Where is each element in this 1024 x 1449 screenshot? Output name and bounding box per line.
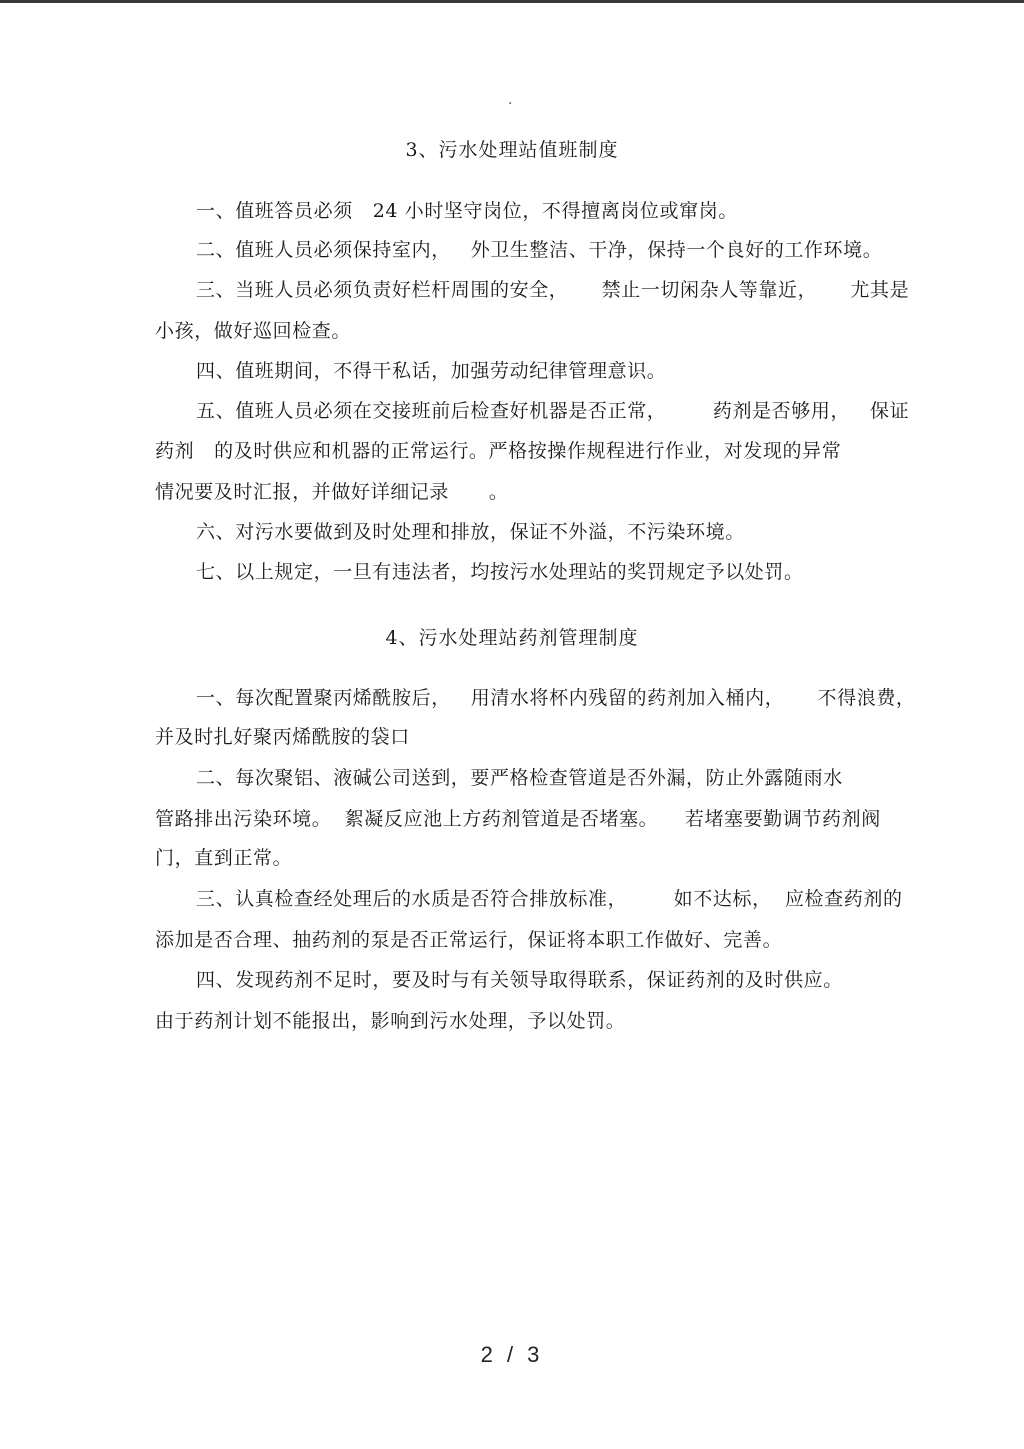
section-4-line-3: 二、每次聚铝、液碱公司送到，要严格检查管道是否外漏，防止外露随雨水 xyxy=(196,767,843,789)
section-4-line-1: 一、每次配置聚丙烯酰胺后， 用清水将杯内残留的药剂加入桶内， 不得浪费， xyxy=(196,687,916,709)
top-border-rule xyxy=(0,0,1024,3)
section-4-line-6: 三、认真检查经处理后的水质是否符合排放标准， 如不达标， 应检查药剂的 xyxy=(196,888,903,910)
section-3-line-1: 一、值班答员必须 24 小时坚守岗位，不得擅离岗位或窜岗。 xyxy=(196,200,738,222)
section-4-title: 4、污水处理站药剂管理制度 xyxy=(385,627,639,649)
section-3-line-9: 六、对污水要做到及时处理和排放，保证不外溢，不污染环境。 xyxy=(196,521,745,543)
section-3-line-5: 四、值班期间，不得干私话，加强劳动纪律管理意识。 xyxy=(196,360,667,382)
section-4-line-9: 由于药剂计划不能报出，影响到污水处理，予以处罚。 xyxy=(155,1010,626,1032)
section-3-line-3: 三、当班人员必须负责好栏杆周围的安全， 禁止一切闲杂人等靠近， 尤其是 xyxy=(196,279,910,301)
section-3-line-8: 情况要及时汇报，并做好详细记录 。 xyxy=(155,481,509,503)
section-3-line-2: 二、值班人员必须保持室内， 外卫生整洁、干净，保持一个良好的工作环境。 xyxy=(196,239,883,261)
section-3-line-10: 七、以上规定，一旦有违法者，均按污水处理站的奖罚规定予以处罚。 xyxy=(196,561,804,583)
section-4-line-5: 门，直到正常。 xyxy=(155,847,293,869)
section-4-line-2: 并及时扎好聚丙烯酰胺的袋口 xyxy=(155,726,410,748)
section-4-line-4: 管路排出污染环境。 絮凝反应池上方药剂管道是否堵塞。 若堵塞要勤调节药剂阀 xyxy=(155,808,881,830)
section-3-title: 3、污水处理站值班制度 xyxy=(405,139,619,161)
page-marker: . xyxy=(508,92,513,108)
section-4-line-8: 四、发现药剂不足时，要及时与有关领导取得联系，保证药剂的及时供应。 xyxy=(196,969,843,991)
section-3-line-4: 小孩，做好巡回检查。 xyxy=(155,320,352,342)
page-number: 2 / 3 xyxy=(480,1342,544,1367)
section-3-line-6: 五、值班人员必须在交接班前后检查好机器是否正常， 药剂是否够用， 保证 xyxy=(196,400,910,422)
section-4-line-7: 添加是否合理、抽药剂的泵是否正常运行，保证将本职工作做好、完善。 xyxy=(155,929,783,951)
section-3-line-7: 药剂 的及时供应和机器的正常运行。严格按操作规程进行作业，对发现的异常 xyxy=(155,440,842,462)
